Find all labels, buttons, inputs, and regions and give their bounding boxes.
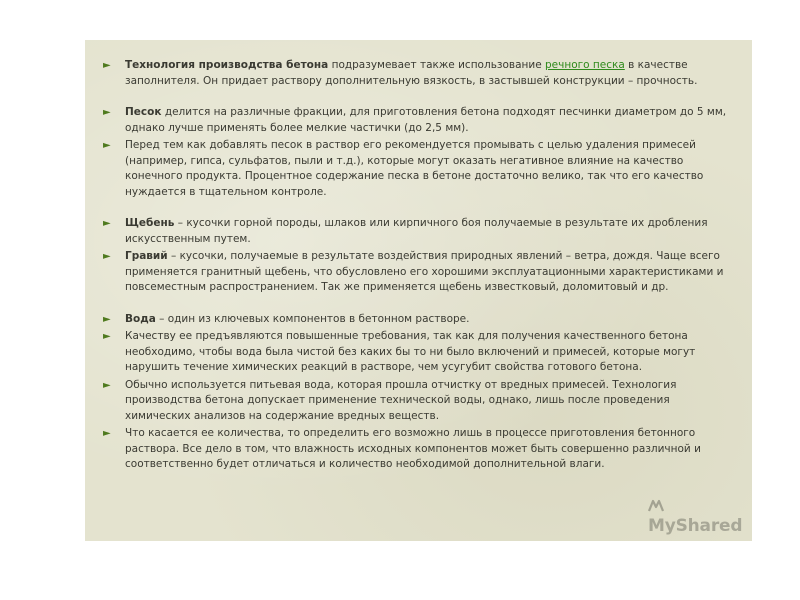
triangle-bullet-icon: ►: [103, 313, 111, 325]
bullet-term: Вода: [125, 312, 156, 325]
bullet-sand-washing: [99, 138, 731, 200]
bullet-text: – кусочки горной породы, шлаков или кирпичного боя получаемые в результате их дробления искусственным путем.: [125, 217, 708, 245]
bullet-text: Перед тем как добавлять песок в раствор его рекомендуется промывать с целью удаления примесей (например, гипса, сульфатов, пыли и т.д.), которые могут оказать негативное влияние на качество конечного продукта. Процентное содержание песка в бетоне достаточно велико, так что его качество нуждается в тщательном контроле.: [125, 139, 704, 198]
bullet-term: Песок: [125, 106, 162, 118]
triangle-bullet-icon: ►: [103, 428, 111, 439]
bullet-sand: [99, 105, 731, 136]
slide-content: [99, 58, 731, 473]
slide: [85, 40, 752, 541]
triangle-bullet-icon: ►: [103, 251, 111, 262]
bullet-water-quality: [99, 329, 731, 376]
triangle-bullet-icon: ►: [103, 331, 111, 342]
bullet-drinking-water: [99, 378, 731, 425]
bullet-gravel: [99, 249, 731, 296]
bullet-term: Гравий: [125, 250, 168, 262]
bullet-text: Обычно используется питьевая вода, которая прошла отчистку от вредных примесей. Технология производства бетона допускает применение технической воды, однако, лишь после проведения химических анализов на содержание вредных веществ.: [125, 378, 677, 422]
bullet-crushed-stone: [99, 216, 731, 247]
river-sand-link[interactable]: речного песка: [545, 59, 625, 71]
triangle-bullet-icon: ►: [103, 107, 111, 118]
triangle-bullet-icon: ►: [103, 60, 111, 71]
bullet-term: Технология производства бетона: [125, 59, 329, 71]
bullet-text: Качеству ее предъявляются повышенные требования, так как для получения качественного бетона необходимо, чтобы вода была чистой без каких бы то ни было включений и примесей, которые могут нарушить течение химических реакций в растворе, чем усугубит свойства готового бетона.: [125, 330, 696, 373]
bullet-text: подразумевает также использование: [328, 59, 546, 71]
watermark-text: MyShared: [648, 516, 743, 536]
watermark-logo: [648, 496, 752, 536]
bullet-text: – один из ключевых компонентов в бетонном растворе.: [155, 312, 470, 325]
bullet-text: в качестве заполнителя. Он придает раствору дополнительную вязкость, в застывшей конструкции – прочность.: [125, 59, 698, 87]
watermark-mark-icon: [648, 499, 664, 513]
triangle-bullet-icon: ►: [103, 140, 111, 151]
bullet-water: [99, 312, 731, 328]
triangle-bullet-icon: ►: [103, 218, 111, 229]
bullet-concrete-technology: [99, 58, 731, 89]
bullet-water-quantity: [99, 426, 731, 473]
bullet-term: Щебень: [125, 217, 175, 229]
bullet-text: делится на различные фракции, для приготовления бетона подходят песчинки диаметром до 5 мм, однако лучше применять более мелкие частички (до 2,5 мм).: [125, 106, 727, 134]
bullet-text: – кусочки, получаемые в результате воздействия природных явлений – ветра, дождя. Чаще всего применяется гранитный щебень, что обусловлено его хорошими эксплуатационными характеристиками и повсеместным распространением. Так же применяется щебень известковый, доломитовый и др.: [125, 250, 724, 293]
triangle-bullet-icon: ►: [103, 379, 111, 391]
bullet-text: Что касается ее количества, то определить его возможно лишь в процессе приготовления бетонного раствора. Все дело в том, что влажность исходных компонентов может быть совершенно различной и соответственно будет отличаться и количество необходимой дополнительной влаги.: [125, 427, 701, 470]
